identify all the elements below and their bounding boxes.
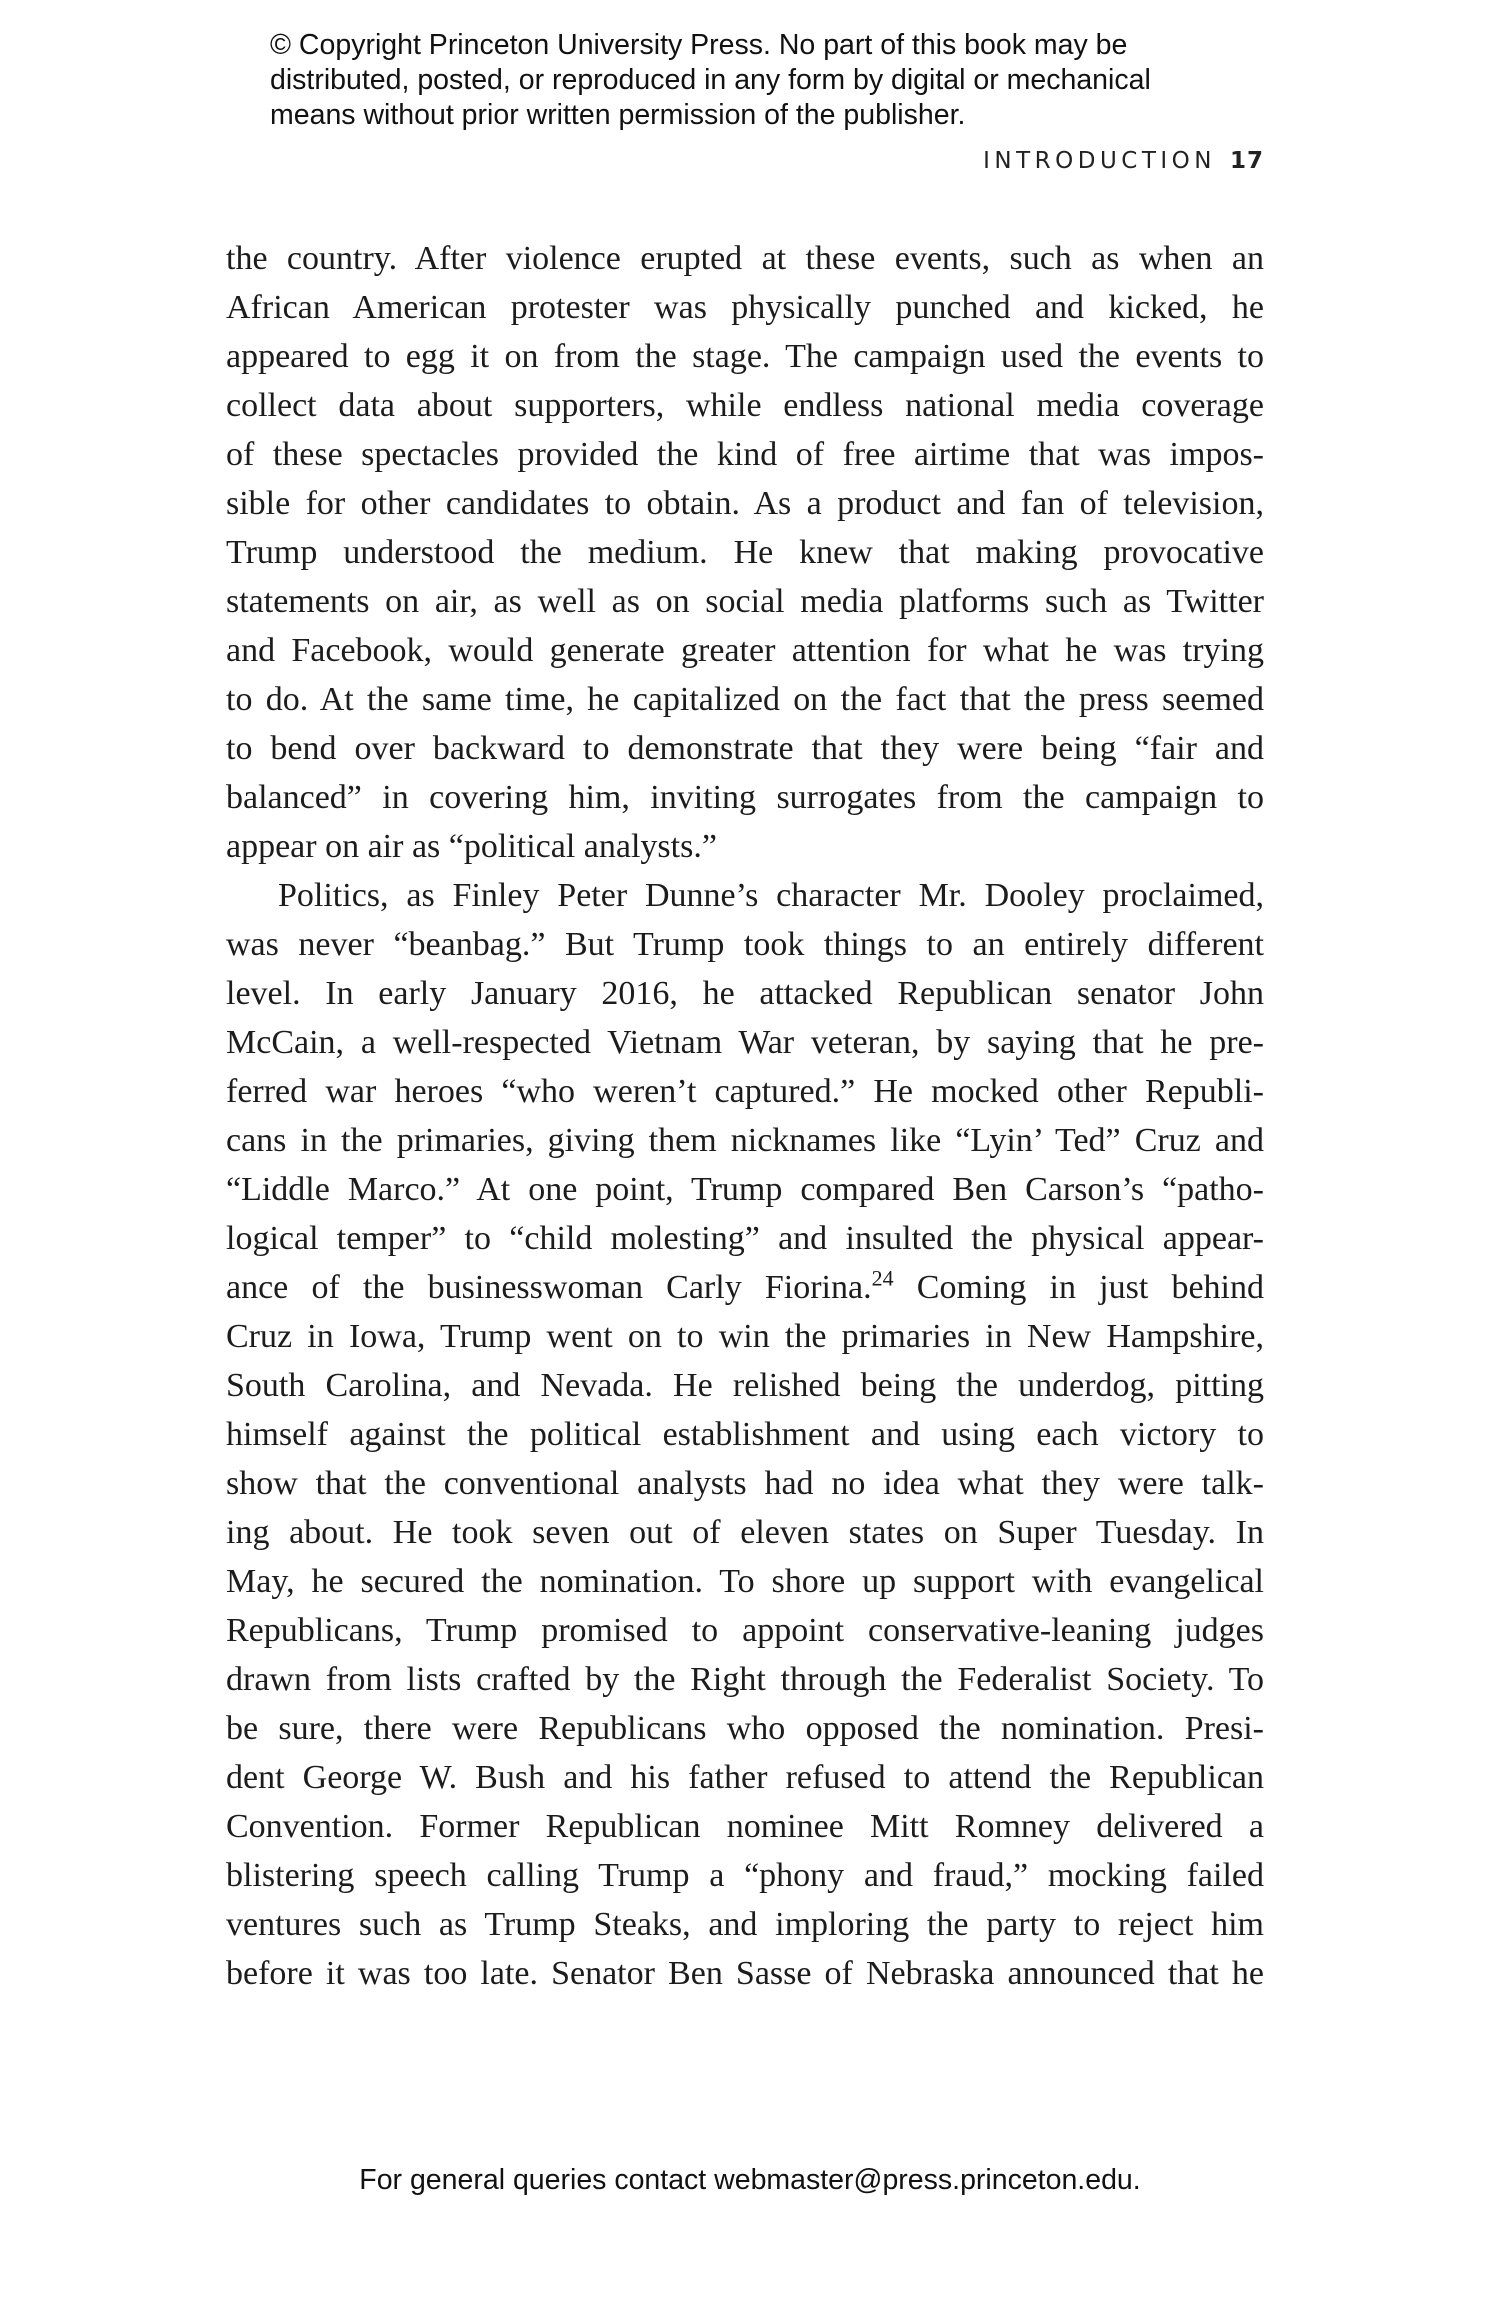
text-line: ing about. He took seven out of eleven states on Super Tuesday. In: [226, 1514, 1264, 1551]
body-text: [226, 234, 1264, 1998]
text-line-head: ance of the businesswoman Carly Fiorina.: [226, 1269, 872, 1306]
paragraph: [226, 234, 1264, 871]
footnote-reference: 24: [871, 1265, 894, 1291]
text-line: the country. After violence erupted at these events, such as when an: [226, 240, 1264, 277]
text-line: collect data about supporters, while endless national media coverage: [226, 387, 1264, 424]
text-line: logical temper” to “child molesting” and insulted the physical appear-: [226, 1220, 1264, 1257]
text-line: cans in the primaries, giving them nicknames like “Lyin’ Ted” Cruz and: [226, 1122, 1264, 1159]
copyright-line: distributed, posted, or reproduced in any form by digital or mechanical: [270, 64, 1151, 96]
text-line: to bend over backward to demonstrate that they were being “fair and: [226, 730, 1264, 767]
text-line: before it was too late. Senator Ben Sasse of Nebraska announced that he: [226, 1955, 1264, 1992]
text-line: “Liddle Marco.” At one point, Trump compared Ben Carson’s “patho-: [226, 1171, 1264, 1208]
text-line: ferred war heroes “who weren’t captured.” He mocked other Republi-: [226, 1073, 1264, 1110]
text-line: drawn from lists crafted by the Right through the Federalist Society. To: [226, 1661, 1264, 1698]
footer-contact: For general queries contact webmaster@press.princeton.edu.: [359, 2164, 1141, 2196]
text-line: appear on air as “political analysts.”: [226, 828, 717, 865]
text-line: ventures such as Trump Steaks, and imploring the party to reject him: [226, 1906, 1264, 1943]
text-line: dent George W. Bush and his father refused to attend the Republican: [226, 1759, 1264, 1796]
text-line: was never “beanbag.” But Trump took things to an entirely different: [226, 926, 1264, 963]
text-line: appeared to egg it on from the stage. The campaign used the events to: [226, 338, 1264, 375]
text-line-with-footnote: [226, 1263, 1264, 1312]
text-line: McCain, a well-respected Vietnam War veteran, by saying that he pre-: [226, 1024, 1264, 1061]
text-line: show that the conventional analysts had no idea what they were talk-: [226, 1465, 1264, 1502]
text-line: and Facebook, would generate greater attention for what he was trying: [226, 632, 1264, 669]
text-line: Cruz in Iowa, Trump went on to win the primaries in New Hampshire,: [226, 1318, 1264, 1355]
copyright-notice: [270, 28, 1270, 133]
text-line-tail: Coming in just behind: [893, 1269, 1264, 1306]
text-line: May, he secured the nomination. To shore up support with evangelical: [226, 1563, 1264, 1600]
text-line: Republicans, Trump promised to appoint conservative-leaning judges: [226, 1612, 1264, 1649]
text-line: Trump understood the medium. He knew that making provocative: [226, 534, 1264, 571]
text-line: himself against the political establishment and using each victory to: [226, 1416, 1264, 1453]
text-line: Politics, as Finley Peter Dunne’s character Mr. Dooley proclaimed,: [278, 877, 1264, 914]
copyright-line: © Copyright Princeton University Press. No part of this book may be: [270, 29, 1128, 61]
page-number: 17: [1229, 148, 1264, 174]
text-line: African American protester was physically punched and kicked, he: [226, 289, 1264, 326]
text-line: Convention. Former Republican nominee Mitt Romney delivered a: [226, 1808, 1264, 1845]
text-line: statements on air, as well as on social media platforms such as Twitter: [226, 583, 1264, 620]
running-head: [983, 148, 1264, 174]
text-line: be sure, there were Republicans who opposed the nomination. Presi-: [226, 1710, 1264, 1747]
text-line: blistering speech calling Trump a “phony and fraud,” mocking failed: [226, 1857, 1264, 1894]
text-line: balanced” in covering him, inviting surrogates from the campaign to: [226, 779, 1264, 816]
text-line: to do. At the same time, he capitalized on the fact that the press seemed: [226, 681, 1264, 718]
copyright-line: means without prior written permission of the publisher.: [270, 99, 966, 131]
running-head-section: INTRODUCTION: [983, 148, 1216, 174]
text-line: of these spectacles provided the kind of free airtime that was impos-: [226, 436, 1264, 473]
text-line: sible for other candidates to obtain. As a product and fan of television,: [226, 485, 1264, 522]
text-line: level. In early January 2016, he attacked Republican senator John: [226, 975, 1264, 1012]
paragraph: [226, 871, 1264, 1998]
text-line: South Carolina, and Nevada. He relished being the underdog, pitting: [226, 1367, 1264, 1404]
